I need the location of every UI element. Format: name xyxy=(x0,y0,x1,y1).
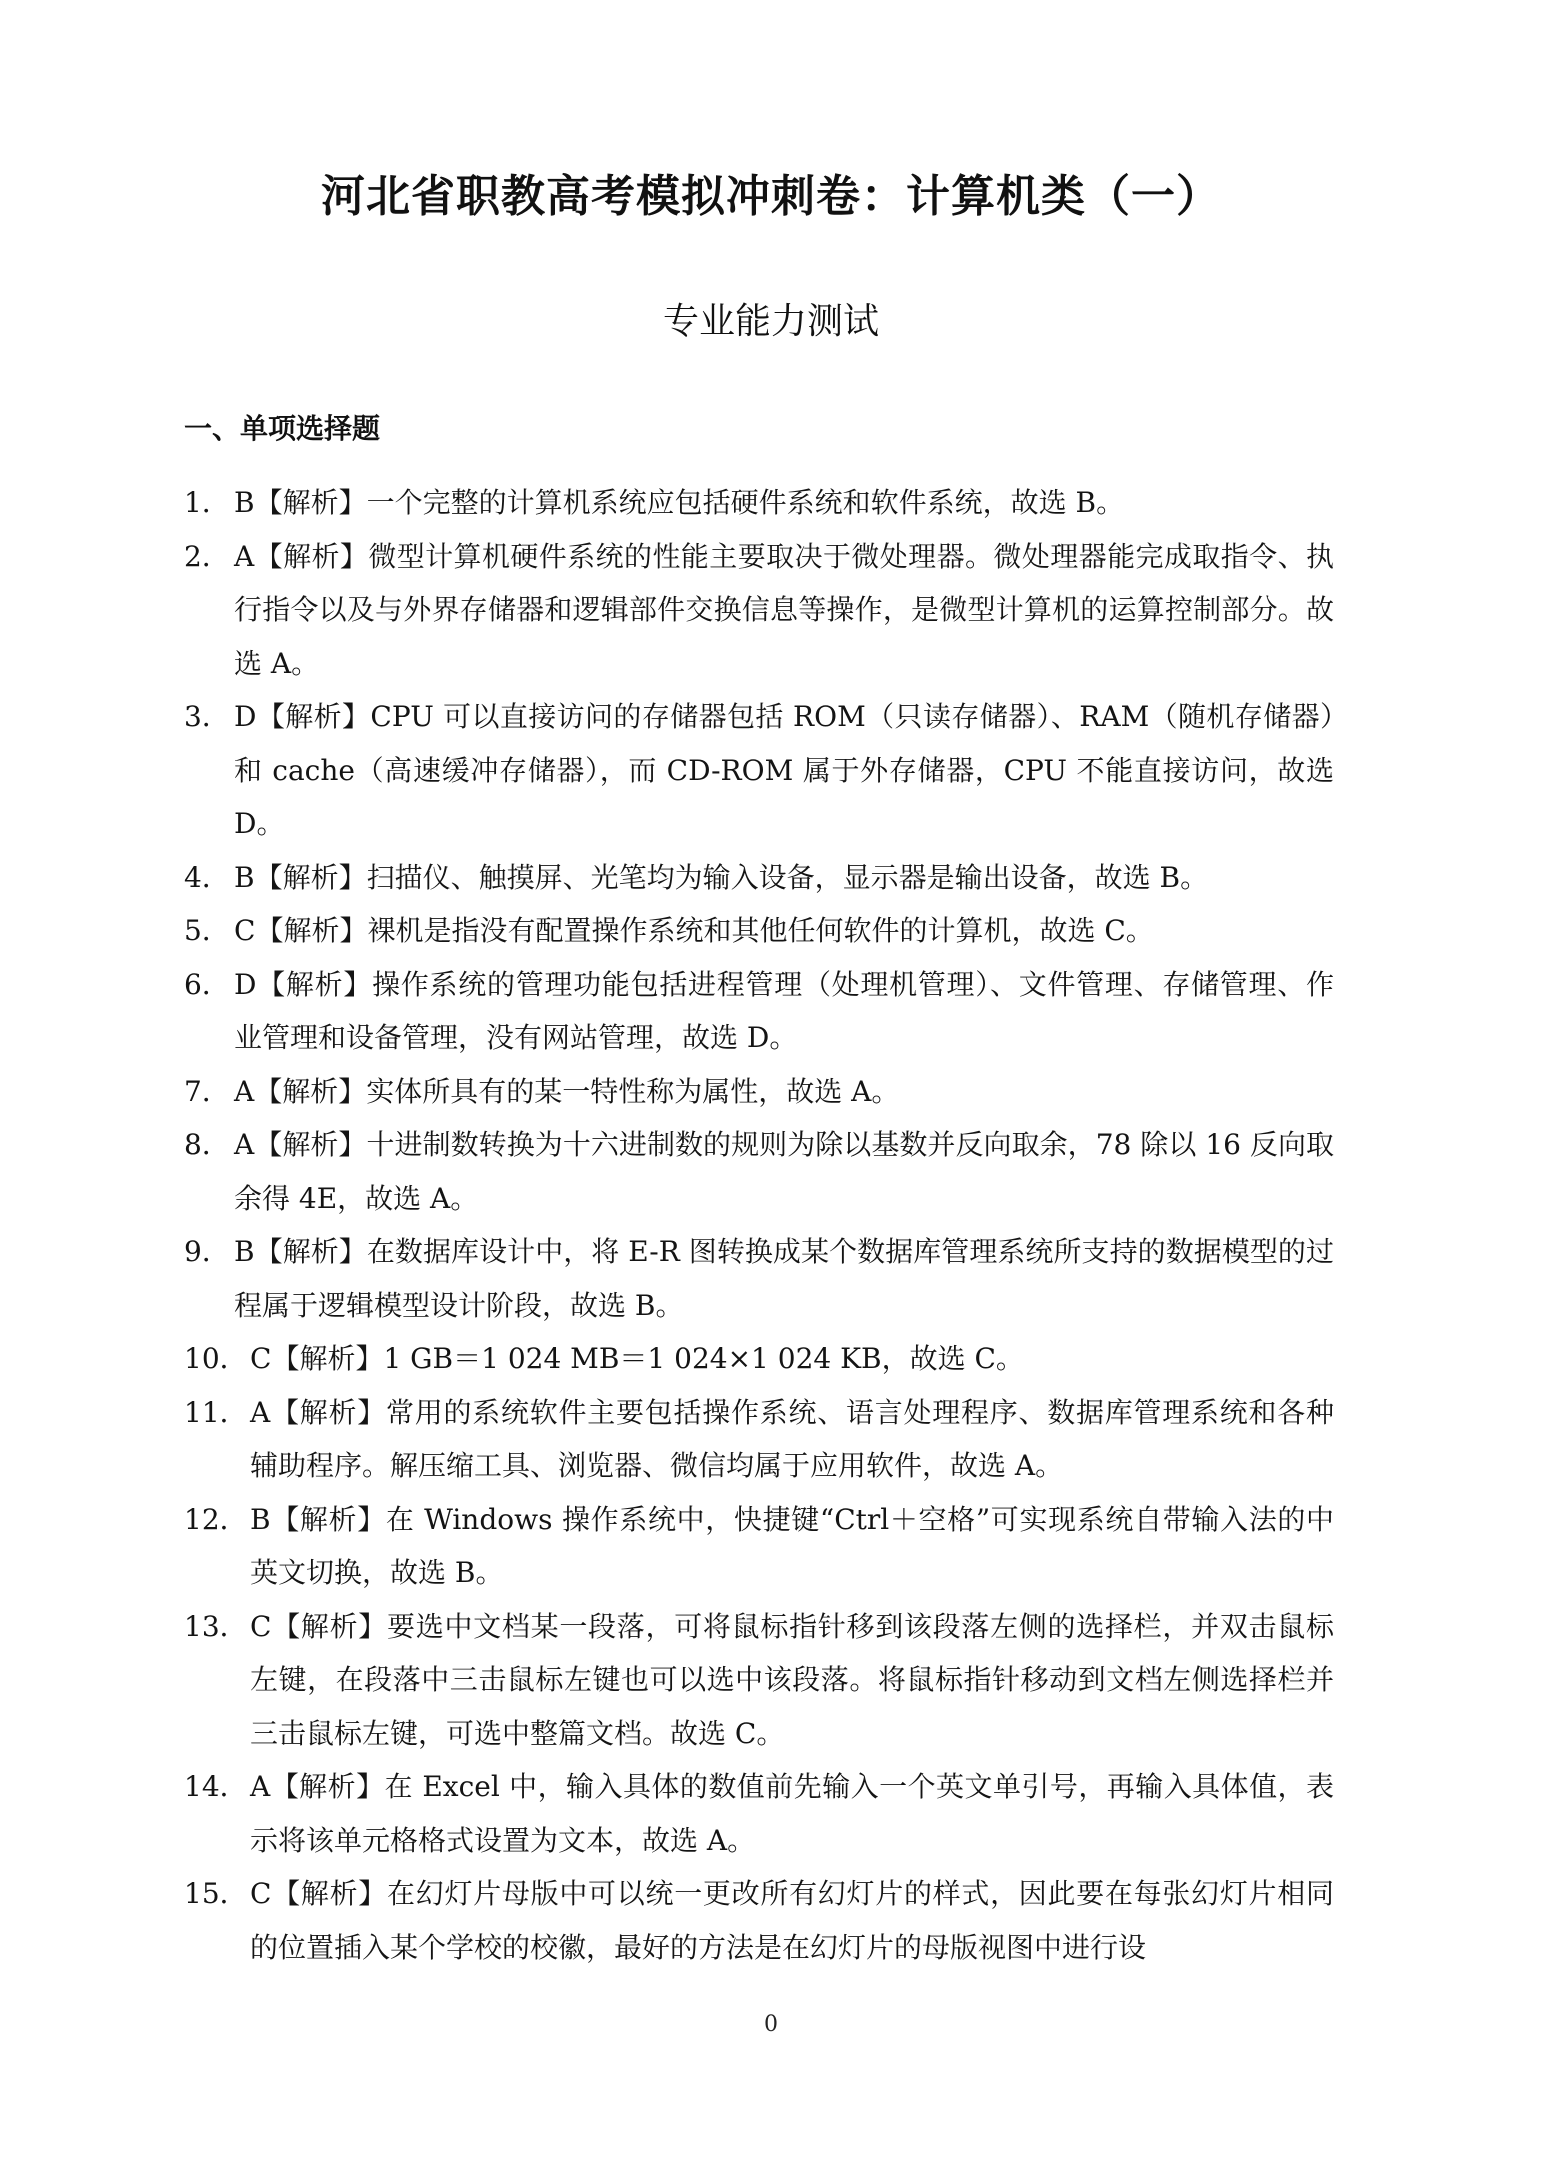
answer-explanation: 微型计算机硬件系统的性能主要取决于微处理器。微处理器能完成取指令、执行指令以及与外界存储器和逻辑部件交换信息等操作，是微型计算机的运算控制部分。故选 A。 xyxy=(234,539,1334,680)
section-heading: 一、单项选择题 xyxy=(184,412,381,445)
answer-choice: C xyxy=(250,1342,272,1375)
analysis-tag: 【解析】 xyxy=(254,539,369,573)
answer-item xyxy=(184,1225,1334,1332)
answer-choice: B xyxy=(234,1235,255,1268)
answer-number: 15． xyxy=(184,1877,248,1910)
answer-choice: A xyxy=(250,1770,271,1803)
answer-item xyxy=(184,851,1334,905)
answer-choice: C xyxy=(250,1609,272,1643)
answer-list xyxy=(184,476,1334,1974)
answer-item xyxy=(184,904,1334,958)
answer-item xyxy=(184,1867,1334,1974)
answer-item xyxy=(184,1493,1334,1600)
answer-choice: B xyxy=(250,1502,271,1536)
answer-choice: D xyxy=(234,700,257,733)
analysis-tag: 【解析】 xyxy=(254,486,367,519)
answer-item xyxy=(184,1386,1334,1493)
answer-explanation: 十进制数转换为十六进制数的规则为除以基数并反向取余，78 除以 16 反向取余得 4E，故选 A。 xyxy=(234,1128,1334,1215)
answer-number: 11． xyxy=(184,1395,248,1429)
answer-number: 3． xyxy=(184,700,230,733)
answer-number: 13． xyxy=(184,1609,248,1643)
answer-explanation: 一个完整的计算机系统应包括硬件系统和软件系统，故选 B。 xyxy=(366,486,1125,519)
answer-number: 8． xyxy=(184,1128,230,1161)
answer-number: 1． xyxy=(184,486,230,519)
analysis-tag: 【解析】 xyxy=(271,1342,384,1375)
answer-choice: A xyxy=(250,1395,271,1429)
answer-explanation: 常用的系统软件主要包括操作系统、语言处理程序、数据库管理系统和各种辅助程序。解压缩工具、浏览器、微信均属于应用软件，故选 A。 xyxy=(250,1395,1334,1482)
answer-choice: C xyxy=(234,914,256,947)
answer-explanation: 在幻灯片母版中可以统一更改所有幻灯片的样式，因此要在每张幻灯片相同的位置插入某个学校的校徽，最好的方法是在幻灯片的母版视图中进行设 xyxy=(250,1877,1334,1964)
answer-number: 7． xyxy=(184,1074,230,1108)
answer-item xyxy=(184,690,1334,851)
answer-number: 5． xyxy=(184,914,230,947)
answer-item xyxy=(184,1600,1334,1761)
analysis-tag: 【解析】 xyxy=(254,1074,367,1108)
answer-explanation: 扫描仪、触摸屏、光笔均为输入设备，显示器是输出设备，故选 B。 xyxy=(366,860,1209,894)
page-number: 0 xyxy=(764,2012,778,2037)
answer-choice: B xyxy=(234,860,255,894)
answer-explanation: 在 Windows 操作系统中，快捷键“Ctrl＋空格”可实现系统自带输入法的中英文切换，故选 B。 xyxy=(250,1502,1334,1589)
answer-number: 4． xyxy=(184,860,230,894)
answer-item xyxy=(184,1332,1334,1386)
answer-item xyxy=(184,476,1334,530)
analysis-tag: 【解析】 xyxy=(254,1128,367,1161)
answer-explanation: CPU 可以直接访问的存储器包括 ROM（只读存储器）、RAM（随机存储器）和 cache（高速缓冲存储器），而 CD-ROM 属于外存储器，CPU 不能直接访问，故选 D。 xyxy=(234,700,1334,840)
answer-choice: B xyxy=(234,486,255,519)
answer-explanation: 裸机是指没有配置操作系统和其他任何软件的计算机，故选 C。 xyxy=(367,914,1154,947)
answer-choice: A xyxy=(234,1074,255,1108)
answer-choice: A xyxy=(234,539,255,573)
answer-number: 10． xyxy=(184,1342,248,1375)
answer-explanation: 在 Excel 中，输入具体的数值前先输入一个英文单引号，再输入具体值，表示将该单元格格式设置为文本，故选 A。 xyxy=(250,1770,1334,1857)
analysis-tag: 【解析】 xyxy=(270,1502,386,1536)
analysis-tag: 【解析】 xyxy=(256,967,373,1001)
answer-explanation: 在数据库设计中，将 E-R 图转换成某个数据库管理系统所支持的数据模型的过程属于逻辑模型设计阶段，故选 B。 xyxy=(234,1235,1334,1322)
answer-number: 12． xyxy=(184,1502,248,1536)
answer-number: 2． xyxy=(184,539,230,573)
document-subtitle: 专业能力测试 xyxy=(662,301,879,342)
answer-choice: D xyxy=(234,967,257,1001)
answer-item xyxy=(184,1760,1334,1867)
document-title: 河北省职教高考模拟冲刺卷：计算机类（一） xyxy=(321,171,1221,222)
analysis-tag: 【解析】 xyxy=(270,1395,386,1429)
answer-number: 14． xyxy=(184,1770,248,1803)
answer-explanation: 操作系统的管理功能包括进程管理（处理机管理）、文件管理、存储管理、作业管理和设备管理，没有网站管理，故选 D。 xyxy=(234,967,1334,1054)
analysis-tag: 【解析】 xyxy=(255,914,368,947)
analysis-tag: 【解析】 xyxy=(271,1877,388,1910)
answer-explanation: 实体所具有的某一特性称为属性，故选 A。 xyxy=(366,1074,900,1108)
answer-item xyxy=(184,530,1334,691)
answer-number: 9． xyxy=(184,1235,230,1268)
answer-item xyxy=(184,958,1334,1065)
analysis-tag: 【解析】 xyxy=(254,860,367,894)
answer-choice: A xyxy=(234,1128,255,1161)
answer-item xyxy=(184,1118,1334,1225)
analysis-tag: 【解析】 xyxy=(270,1770,385,1803)
answer-number: 6． xyxy=(184,967,230,1001)
analysis-tag: 【解析】 xyxy=(256,700,371,733)
analysis-tag: 【解析】 xyxy=(271,1609,388,1643)
answer-item xyxy=(184,1065,1334,1119)
answer-choice: C xyxy=(250,1877,272,1910)
analysis-tag: 【解析】 xyxy=(254,1235,367,1268)
answer-explanation: 要选中文档某一段落，可将鼠标指针移到该段落左侧的选择栏，并双击鼠标左键，在段落中三击鼠标左键也可以选中该段落。将鼠标指针移动到文档左侧选择栏并三击鼠标左键，可选中整篇文档。故选 C。 xyxy=(250,1609,1334,1750)
answer-explanation: 1 GB＝1 024 MB＝1 024×1 024 KB，故选 C。 xyxy=(383,1342,1024,1375)
